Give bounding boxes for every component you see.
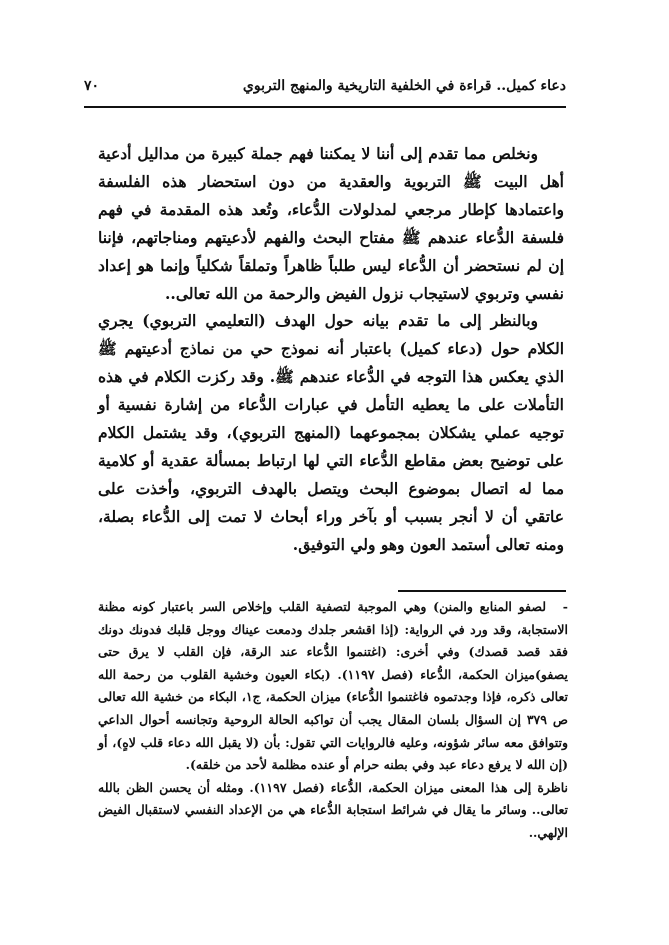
footnote-marker: - bbox=[562, 599, 568, 614]
paragraph: ونخلص مما تقدم إلى أننا لا يمكننا فهم جملة كبيرة من مداليل أدعية أهل البيت ﷺ التربوية والعقدية من دون استحضار هذه الفلسفة واعتمادها كإطار مرجعي لمدلولات الدُّعاء، وتُعد هذه المقدمة في فهم فلسفة الدُّعاء عندهم ﷺ مفتاح البحث والفهم لأدعيتهم ومناجاتهم، فإننا إن لم نستحضر أن الدُّعاء ليس طلباً ظاهراً وتملقاً شكلياً وإنما هو إعداد نفسي وتربوي لاستيجاب نزول الفيض والرحمة من الله تعالى.. bbox=[98, 144, 564, 303]
footnotes bbox=[98, 596, 568, 845]
header-divider bbox=[84, 106, 566, 108]
running-header bbox=[84, 76, 566, 106]
page-number: ٧٠ bbox=[84, 78, 100, 94]
running-title: دعاء كميل.. قراءة في الخلفية التاريخية والمنهج التربوي bbox=[242, 78, 566, 94]
paragraph: وبالنظر إلى ما تقدم بيانه حول الهدف (التعليمي التربوي) يجري الكلام حول (دعاء كميل) باعتبار أنه نموذج حي من نماذج أدعيتهم ﷺ الذي يعكس هذا التوجه في الدُّعاء عندهم ﷺ. وقد ركزت الكلام في هذه التأملات على ما يعطيه التأمل في عبارات الدُّعاء من إشارة نفسية أو توجيه عملي يشكلان بمجموعهما (المنهج التربوي)، وقد يشتمل الكلام على توضيح بعض مقاطع الدُّعاء التي لها ارتباط بمسألة عقدية أو كلامية مما له اتصال بموضوع البحث ويتصل بالهدف التربوي، وأخذت على عاتقي أن لا أنجر بسبب أو بآخر وراء أبحاث لا تمت إلى الدُّعاء بصلة، ومنه تعالى أستمد العون وهو ولي التوفيق. bbox=[98, 311, 564, 554]
footnote-text: لصفو المنابع والمنن) وهي الموجبة لتصفية القلب وإخلاص السر باعتبار كونه مظنة الاستجابة، وقد ورد في الرواية: (إذا اقشعر جلدك ودمعت عيناك ووجل قلبك فدونك دونك فقد قصد قصدك) وفي أخرى: (اغتنموا الدُّعاء عند الرقة، فإن القلب لا يرق حتى يصفو)ميزان الحكمة، الدُّعاء (فصل ١١٩٧). (بكاء العيون وخشية القلوب من رحمة الله تعالى ذكره، فإذا وجدتموه فاغتنموا الدُّعاء) ميزان الحكمة، ج١، البكاء من خشية الله تعالى ص ٣٧٩ إن السؤال بلسان المقال يجب أن تواكبه الحالة الروحية وتجانسه أحوال الداعي وتتوافق معه سائر شؤونه، وعليه فالروايات التي تقول: بأن (لا يقبل الله دعاء قلب لاهٍ)، أو (إن الله لا يرفع دعاء عبد وفي بطنه حرام أو عنده مظلمة لأحد من خلقه). bbox=[98, 599, 568, 773]
footnote-divider bbox=[398, 590, 566, 592]
main-text bbox=[98, 140, 564, 559]
footnote: ناظرة إلى هذا المعنى ميزان الحكمة، الدُّعاء (فصل ١١٩٧). ومثله أن يحسن الظن بالله تعالى.. وسائر ما يقال في شرائط استجابة الدُّعاء هي من الإعداد النفسي لاستقبال الفيض الإلهي.. bbox=[98, 779, 568, 840]
footnote bbox=[98, 596, 568, 777]
